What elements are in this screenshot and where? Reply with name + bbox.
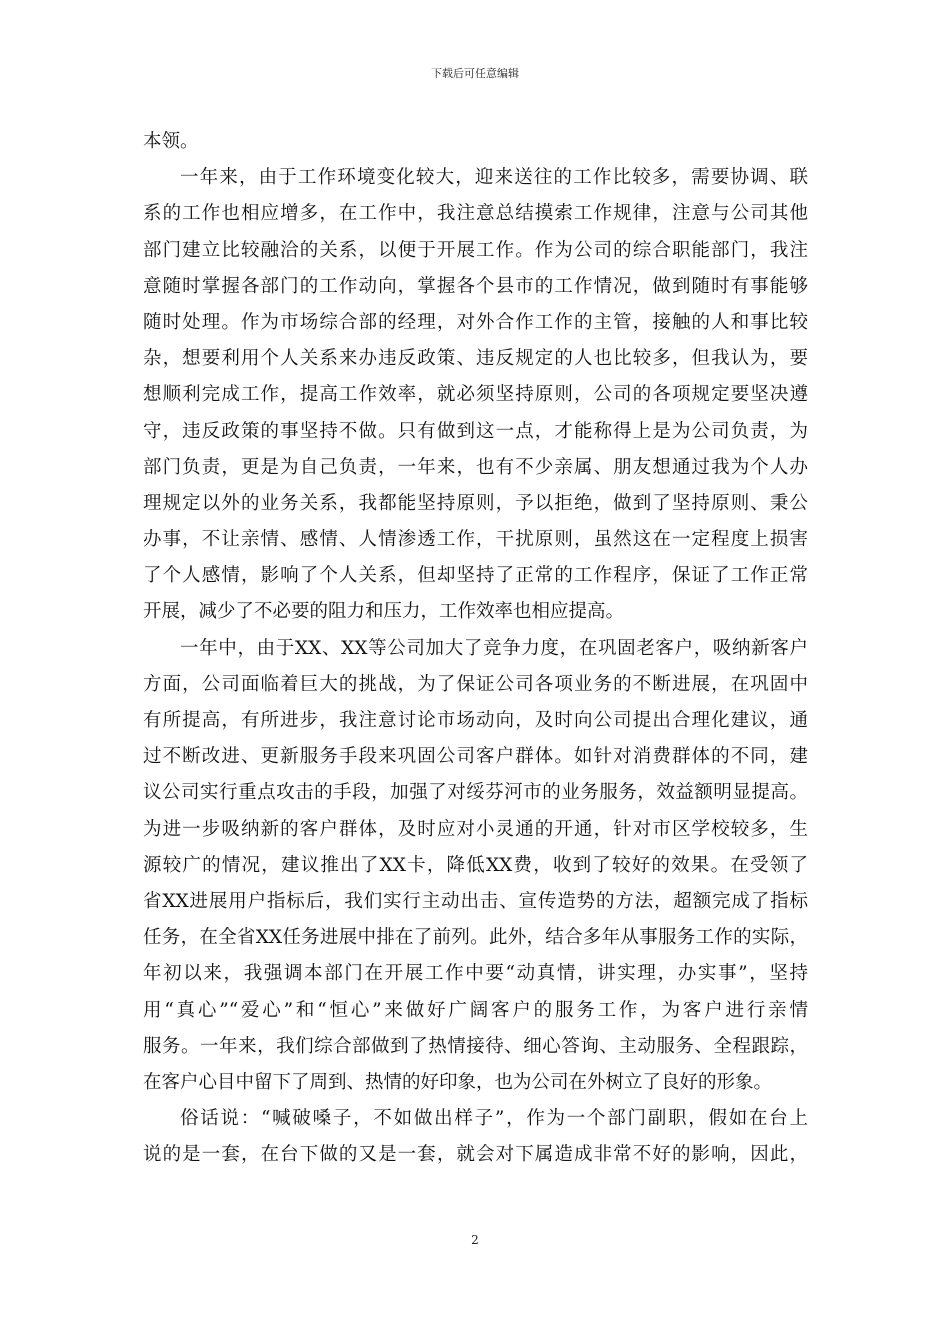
text-line: 年初以来，我强调本部门在开展工作中要“动真情，讲实理，办实事”，坚持 [143,963,808,985]
text-line: 守，违反政策的事坚持不做。只有做到这一点，才能称得上是为公司负责，为 [143,420,808,442]
text-line: 在客户心目中留下了周到、热情的好印象，也为公司在外树立了良好的形象。 [143,1071,773,1093]
text-line: 任务，在全省XX任务进展中排在了前列。此外，结合多年从事服务工作的实际， [143,927,808,949]
text-line: 省XX进展用户指标后，我们实行主动出击、宣传造势的方法，超额完成了指标 [143,890,808,912]
text-line: 意随时掌握各部门的工作动向，掌握各个县市的工作情况，做到随时有事能够 [143,275,808,297]
text-line: 开展，减少了不必要的阻力和压力，工作效率也相应提高。 [143,601,625,623]
text-line: 有所提高，有所进步，我注意讨论市场动向，及时向公司提出合理化建议，通 [143,710,808,731]
text-line: 了个人感情，影响了个人关系，但却坚持了正常的工作程序，保证了工作正常 [143,565,808,587]
text-line: 想顺利完成工作，提高工作效率，就必须坚持原则，公司的各项规定要坚决遵 [143,384,808,406]
text-line: 方面，公司面临着巨大的挑战，为了保证公司各项业务的不断进展，在巩固中 [143,673,808,695]
text-line: 随时处理。作为市场综合部的经理，对外合作工作的主管，接触的人和事比较 [143,311,808,333]
text-line: 本领。 [143,131,199,152]
text-line: 服务。一年来，我们综合部做到了热情接待、细心答询、主动服务、全程跟踪， [143,1035,808,1057]
page-header: 下载后可任意编辑 [431,67,519,80]
text-line: 部门负责，更是为自己负责，一年来，也有不少亲属、朋友想通过我为个人办 [143,456,808,478]
text-line: 源较广的情况，建议推出了XX卡，降低XX费，收到了较好的效果。在受领了 [143,854,808,876]
text-line: 杂，想要利用个人关系来办违反政策、违反规定的人也比较多，但我认为，要 [143,348,808,370]
body-text [143,124,808,1173]
text-line: 用“真心”“爱心”和“恒心”来做好广阔客户的服务工作，为客户进行亲情 [143,999,808,1021]
text-line: 系的工作也相应增多，在工作中，我注意总结摸索工作规律，注意与公司其他 [143,203,808,225]
text-line: 为进一步吸纳新的客户群体，及时应对小灵通的开通，针对市区学校较多，生 [143,818,808,840]
page-number: 2 [471,1233,479,1247]
text-line: 说的是一套，在台下做的又是一套，就会对下属造成非常不好的影响，因此， [143,1144,808,1166]
text-line: 办事，不让亲情、感情、人情渗透工作，干扰原则，虽然这在一定程度上损害 [143,529,808,551]
text-line: 俗话说：“喊破嗓子，不如做出样子”，作为一个部门副职，假如在台上 [180,1108,808,1130]
text-line: 一年中，由于XX、XX等公司加大了竞争力度，在巩固老客户，吸纳新客户 [180,637,808,659]
text-line: 理规定以外的业务关系，我都能坚持原则，予以拒绝，做到了坚持原则、秉公 [143,492,808,514]
text-line: 过不断改进、更新服务手段来巩固公司客户群体。如针对消费群体的不同，建 [143,746,808,768]
text-line: 部门建立比较融洽的关系，以便于开展工作。作为公司的综合职能部门，我注 [143,239,808,261]
text-line: 一年来，由于工作环境变化较大，迎来送往的工作比较多，需要协调、联 [180,167,808,189]
text-line: 议公司实行重点攻击的手段，加强了对绥芬河市的业务服务，效益额明显提高。 [143,782,808,804]
